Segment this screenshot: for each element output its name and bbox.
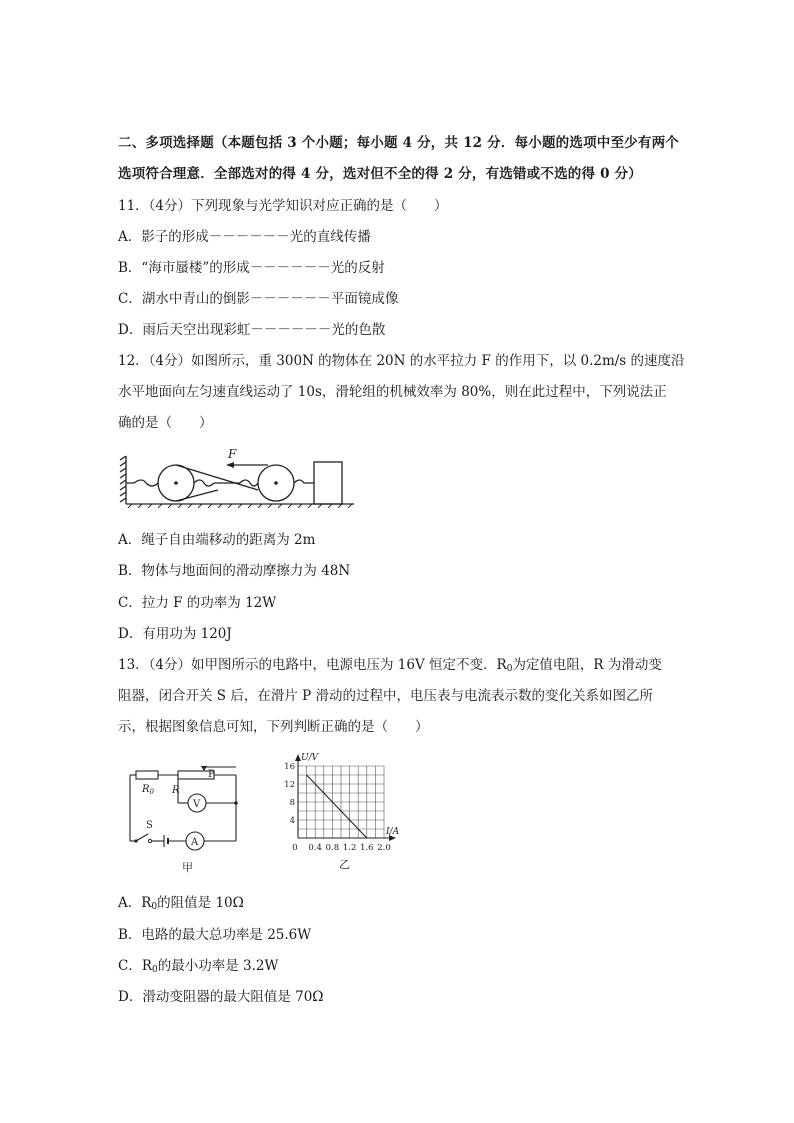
x-tick-label: 0 — [292, 843, 298, 853]
circuit-caption: 甲 — [182, 861, 193, 874]
graph-caption: 乙 — [339, 858, 350, 871]
ui-graph — [276, 752, 404, 878]
y-tick-label: 4 — [289, 816, 295, 826]
force-label: F — [228, 447, 237, 461]
y-axis-label: U/V — [301, 753, 319, 763]
q13-a-pre: A．R — [118, 895, 152, 911]
svg-text:R0 — [141, 784, 155, 796]
circuit-diagram — [122, 765, 252, 877]
section-heading-line2: 选项符合理意．全部选对的得 4 分，选对但不全的得 2 分，有选错或不选的得 0 分） — [118, 166, 642, 182]
q11-stem: 11．（4分）下列现象与光学知识对应正确的是（ ） — [118, 198, 448, 214]
q13-stem-line2: 阻器，闭合开关 S 后，在滑片 P 滑动的过程中，电压表与电流表示数的变化关系如图乙所 — [118, 688, 653, 704]
q12-stem-line1: 12．（4分）如图所示，重 300N 的物体在 20N 的水平拉力 F 的作用下，以 0.2m/s 的速度沿 — [118, 353, 685, 369]
q13-c-post: 的最小功率是 3.2W — [157, 958, 279, 974]
q12-option-b: B．物体与地面间的滑动摩擦力为 48N — [118, 563, 351, 579]
section-heading-line1: 二、多项选择题（本题包括 3 个小题；每小题 4 分，共 12 分．每小题的选项中至少有两个 — [118, 135, 679, 151]
q13-option-d: D．滑动变阻器的最大阻值是 70Ω — [118, 989, 324, 1005]
q12-option-d: D．有用功为 120J — [118, 626, 232, 642]
q13-stem-part-a: 13．（4分）如甲图所示的电路中，电源电压为 16V 恒定不变．R — [118, 657, 507, 673]
y-tick-label: 16 — [284, 762, 295, 772]
label-p: P — [208, 769, 215, 780]
q13-stem-sub: 0 — [506, 664, 513, 674]
q13-a-post: 的阻值是 10Ω — [157, 895, 244, 911]
label-r0: R — [142, 784, 150, 795]
q12-option-a: A．绳子自由端移动的距离为 2m — [118, 532, 316, 548]
y-tick-label: 8 — [289, 798, 295, 808]
x-tick-label: 2.0 — [377, 843, 391, 853]
x-tick-label: 1.2 — [342, 843, 357, 853]
label-s: S — [146, 820, 153, 831]
q13-stem-line3: 示，根据图象信息可知，下列判断正确的是（ ） — [118, 719, 429, 735]
q11-option-c: C．湖水中青山的倒影－－－－－－平面镜成像 — [118, 291, 399, 307]
q11-option-a: A．影子的形成－－－－－－光的直线传播 — [118, 229, 371, 245]
pulley-figure — [118, 446, 358, 508]
label-r0-sub: 0 — [149, 788, 154, 796]
data-series-line — [307, 775, 367, 838]
q12-option-c: C．拉力 F 的功率为 12W — [118, 595, 277, 611]
q13-a-sub: 0 — [151, 902, 158, 912]
label-a: A — [191, 837, 199, 848]
q13-option-c — [118, 957, 278, 975]
q13-c-sub: 0 — [152, 965, 158, 975]
y-tick-label: 12 — [284, 780, 295, 790]
q13-option-b: B．电路的最大总功率是 25.6W — [118, 927, 312, 943]
x-axis-label: I/A — [386, 827, 400, 837]
q11-option-d: D．雨后天空出现彩虹－－－－－－光的色散 — [118, 322, 386, 338]
label-v: V — [193, 799, 201, 810]
q11-option-b: B．“海市蜃楼”的形成－－－－－－光的反射 — [118, 260, 385, 276]
x-tick-label: 0.4 — [308, 843, 322, 853]
q13-stem-part-b: 为定值电阻，R 为滑动变 — [512, 657, 662, 673]
q12-stem-line2: 水平地面向左匀速直线运动了 10s，滑轮组的机械效率为 80%，则在此过程中，下列说法正 — [118, 384, 667, 400]
q13-stem-line1 — [118, 656, 662, 674]
x-tick-label: 1.6 — [360, 843, 374, 853]
x-tick-label: 0.8 — [325, 843, 340, 853]
q12-stem-line3: 确的是（ ） — [118, 415, 213, 431]
q13-option-a — [118, 894, 244, 912]
q13-c-pre: C．R — [118, 958, 152, 974]
label-r: R — [172, 785, 180, 796]
